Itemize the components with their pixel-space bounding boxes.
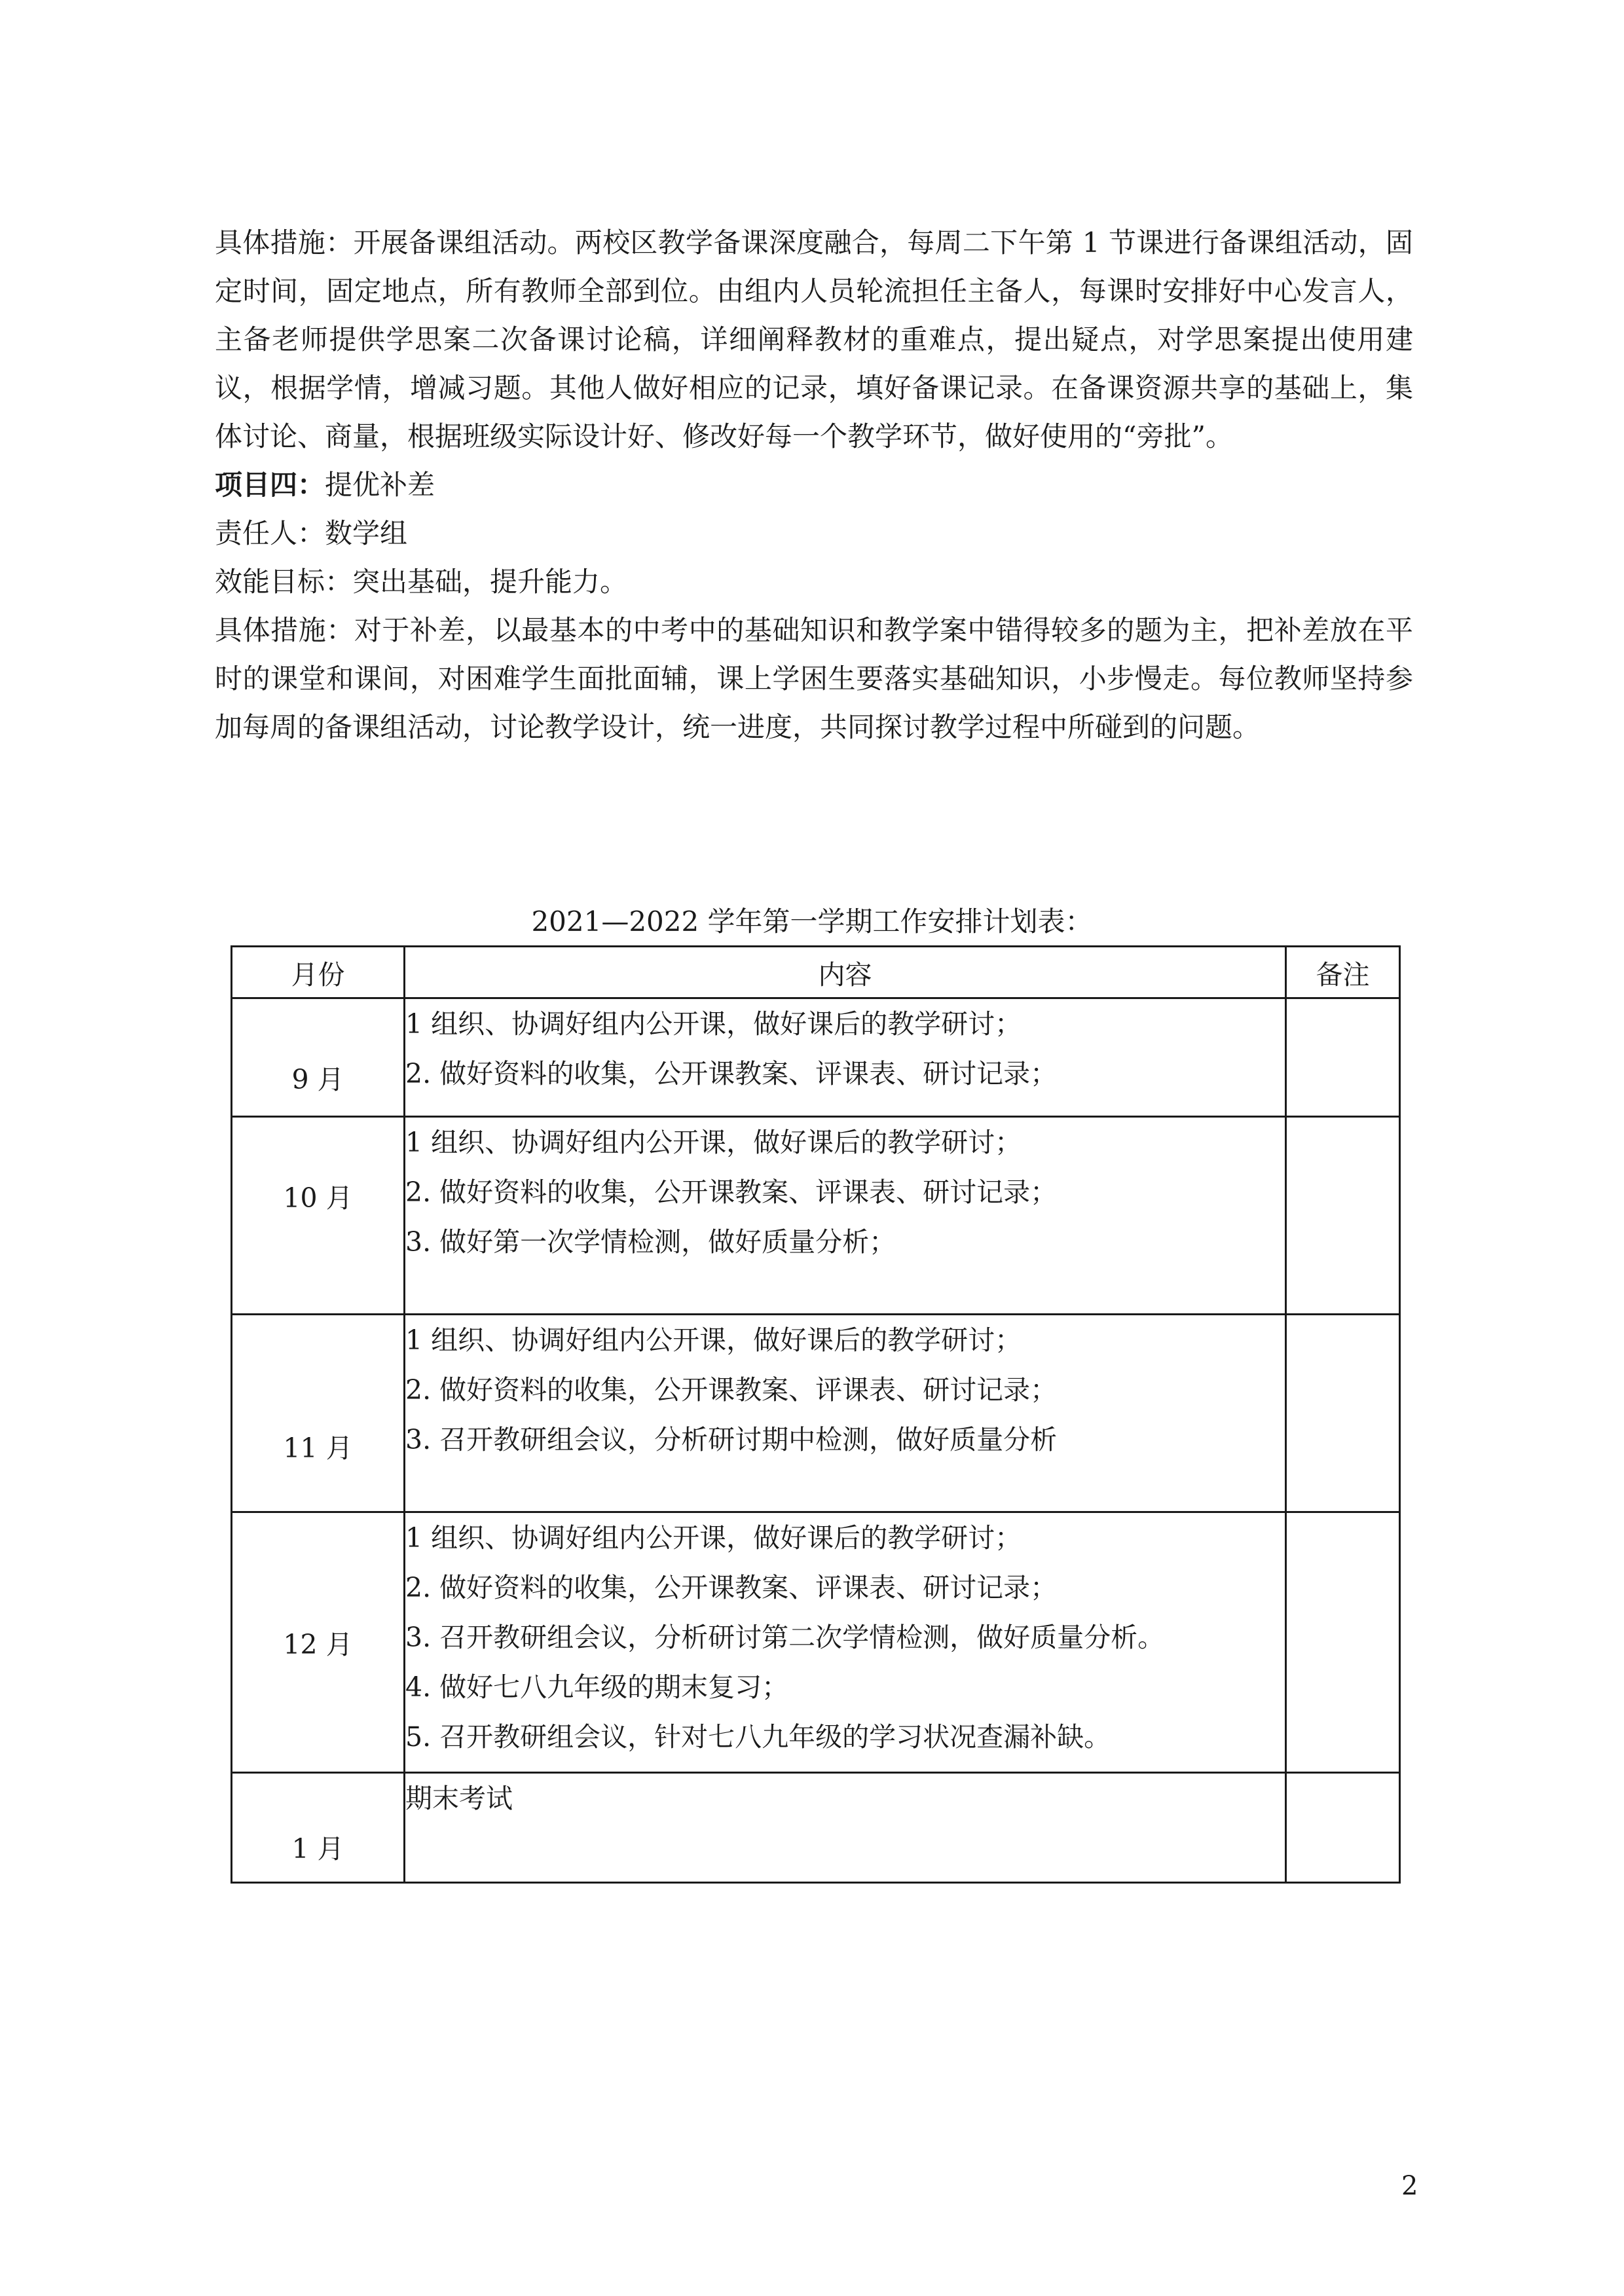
content-item: 2. 做好资料的收集，公开课教案、评课表、研讨记录； (405, 1176, 1058, 1208)
header-month: 月份 (232, 947, 405, 998)
month-label: 10 月 (283, 1182, 353, 1214)
note-cell (1286, 998, 1400, 1117)
content-cell (405, 1117, 1286, 1315)
content-item: 2. 做好资料的收集，公开课教案、评课表、研讨记录； (405, 1374, 1058, 1406)
project-four-label: 项目四： (215, 469, 325, 501)
month-cell (232, 1773, 405, 1883)
header-note: 备注 (1286, 947, 1400, 998)
content-item: 4. 做好七八九年级的期末复习； (405, 1671, 789, 1703)
month-cell (232, 1117, 405, 1315)
project-four-heading (215, 461, 1413, 509)
header-content: 内容 (405, 947, 1286, 998)
body-text (215, 219, 1413, 752)
table-caption: 2021—2022 学年第一学期工作安排计划表： (531, 905, 1093, 938)
measures-paragraph: 具体措施：开展备课组活动。两校区教学备课深度融合，每周二下午第 1 节课进行备课组活动，固定时间，固定地点，所有教师全部到位。由组内人员轮流担任主备人，每课时安排好中心发言人，主备老师提供学思案二次备课讨论稿，详细阐释教材的重难点，提出疑点，对学思案提出使用建议，根据学情，增减习题。其他人做好相应的记录，填好备课记录。在备课资源共享的基础上，集体讨论、商量，根据班级实际设计好、修改好每一个教学环节，做好使用的“旁批”。 (215, 227, 1413, 452)
note-cell (1286, 1117, 1400, 1315)
note-cell (1286, 1315, 1400, 1512)
note-cell (1286, 1773, 1400, 1883)
project-four-measures: 具体措施：对于补差，以最基本的中考中的基础知识和教学案中错得较多的题为主，把补差放在平时的课堂和课间，对困难学生面批面辅，课上学困生要落实基础知识，小步慢走。每位教师坚持参加每周的备课组活动，讨论教学设计，统一进度，共同探讨教学过程中所碰到的问题。 (215, 614, 1413, 743)
note-cell (1286, 1512, 1400, 1773)
content-item: 1 组织、协调好组内公开课，做好课后的教学研讨； (405, 1324, 1022, 1356)
content-item: 1 组织、协调好组内公开课，做好课后的教学研讨； (405, 1008, 1022, 1040)
content-item: 3. 召开教研组会议，分析研讨期中检测，做好质量分析 (405, 1424, 1058, 1455)
content-item: 3. 做好第一次学情检测，做好质量分析； (405, 1226, 896, 1258)
content-cell (405, 1512, 1286, 1773)
month-label: 9 月 (291, 1063, 344, 1095)
month-cell (232, 1512, 405, 1773)
work-plan-table (231, 945, 1401, 1884)
content-cell (405, 1315, 1286, 1512)
content-item: 2. 做好资料的收集，公开课教案、评课表、研讨记录； (405, 1058, 1058, 1089)
table-row (232, 1773, 1400, 1883)
content-item: 5. 召开教研组会议，针对七八九年级的学习状况查漏补缺。 (405, 1721, 1111, 1753)
month-label: 12 月 (283, 1629, 353, 1660)
table-row (232, 1512, 1400, 1773)
table-header-row (232, 947, 1400, 998)
month-cell (232, 998, 405, 1117)
page-number: 2 (1401, 2171, 1418, 2201)
project-four-title: 提优补差 (325, 469, 435, 501)
goal-line: 效能目标：突出基础，提升能力。 (215, 566, 628, 598)
month-label: 11 月 (283, 1432, 353, 1464)
table-row (232, 998, 1400, 1117)
table-row (232, 1315, 1400, 1512)
table-row (232, 1117, 1400, 1315)
content-cell (405, 1773, 1286, 1883)
content-item: 期末考试 (405, 1783, 513, 1814)
month-label: 1 月 (291, 1833, 344, 1865)
content-item: 3. 召开教研组会议，分析研讨第二次学情检测，做好质量分析。 (405, 1622, 1165, 1653)
content-item: 2. 做好资料的收集，公开课教案、评课表、研讨记录； (405, 1572, 1058, 1603)
responsible-line: 责任人：数学组 (215, 517, 408, 549)
month-cell (232, 1315, 405, 1512)
content-item: 1 组织、协调好组内公开课，做好课后的教学研讨； (405, 1127, 1022, 1158)
content-item: 1 组织、协调好组内公开课，做好课后的教学研讨； (405, 1522, 1022, 1554)
content-cell (405, 998, 1286, 1117)
